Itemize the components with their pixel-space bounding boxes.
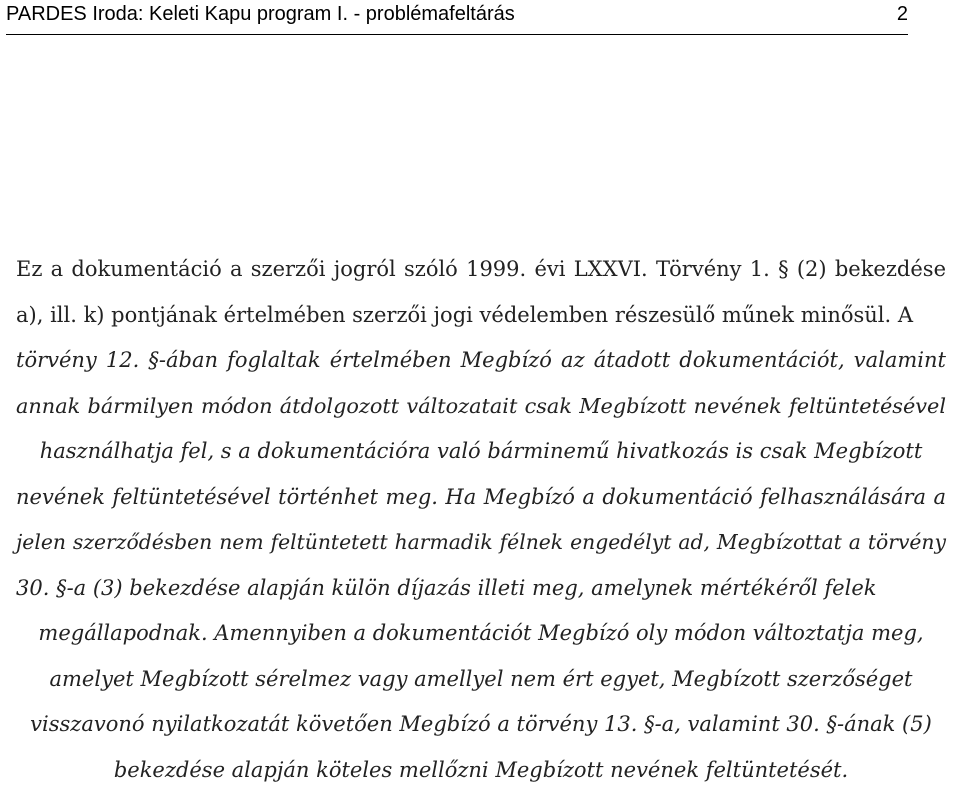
paragraph-line-9: megállapodnak. Amennyiben a dokumentációt Megbízó oly módon változtatja meg,	[38, 621, 924, 645]
paragraph-line-12: bekezdése alapján köteles mellőzni Megbízott nevének feltüntetését.	[113, 757, 849, 782]
paragraph-line-1: Ez a dokumentáció a szerzői jogról szóló 1999. évi LXXVI. Törvény 1. § (2) bekezdése	[16, 257, 946, 281]
paragraph-line-5: használhatja fel, s a dokumentációra való bárminemű hivatkozás is csak Megbízott	[39, 439, 923, 463]
paragraph-line-8: 30. §-a (3) bekezdése alapján külön díjazás illeti meg, amelynek mértékéről felek	[16, 575, 877, 600]
paragraph-line-10: amelyet Megbízott sérelmez vagy amellyel nem ért egyet, Megbízott szerzőséget	[49, 666, 913, 691]
paragraph-line-6: nevének feltüntetésével történhet meg. Ha Megbízó a dokumentáció felhasználására a	[16, 484, 946, 509]
paragraph-line-11: visszavonó nyilatkozatát követően Megbízó a törvény 13. §-a, valamint 30. §-ának (5)	[30, 712, 932, 736]
paragraph-line-4: annak bármilyen módon átdolgozott változatait csak Megbízott nevének feltüntetésével	[16, 393, 946, 418]
paragraph-line-2: a), ill. k) pontjának értelmében szerzői jogi védelemben részesülő műnek minősül. A	[16, 302, 914, 327]
page-header	[6, 0, 908, 35]
header-page-number: 2	[896, 3, 908, 25]
copyright-notice-paragraph	[16, 247, 946, 793]
header-title: PARDES Iroda: Keleti Kapu program I. - problémafeltárás	[6, 3, 515, 25]
paragraph-line-7: jelen szerződésben nem feltüntetett harmadik félnek engedélyt ad, Megbízottat a törvény	[16, 530, 946, 554]
paragraph-line-3: törvény 12. §-ában foglaltak értelmében Megbízó az átadott dokumentációt, valamint	[16, 348, 946, 372]
